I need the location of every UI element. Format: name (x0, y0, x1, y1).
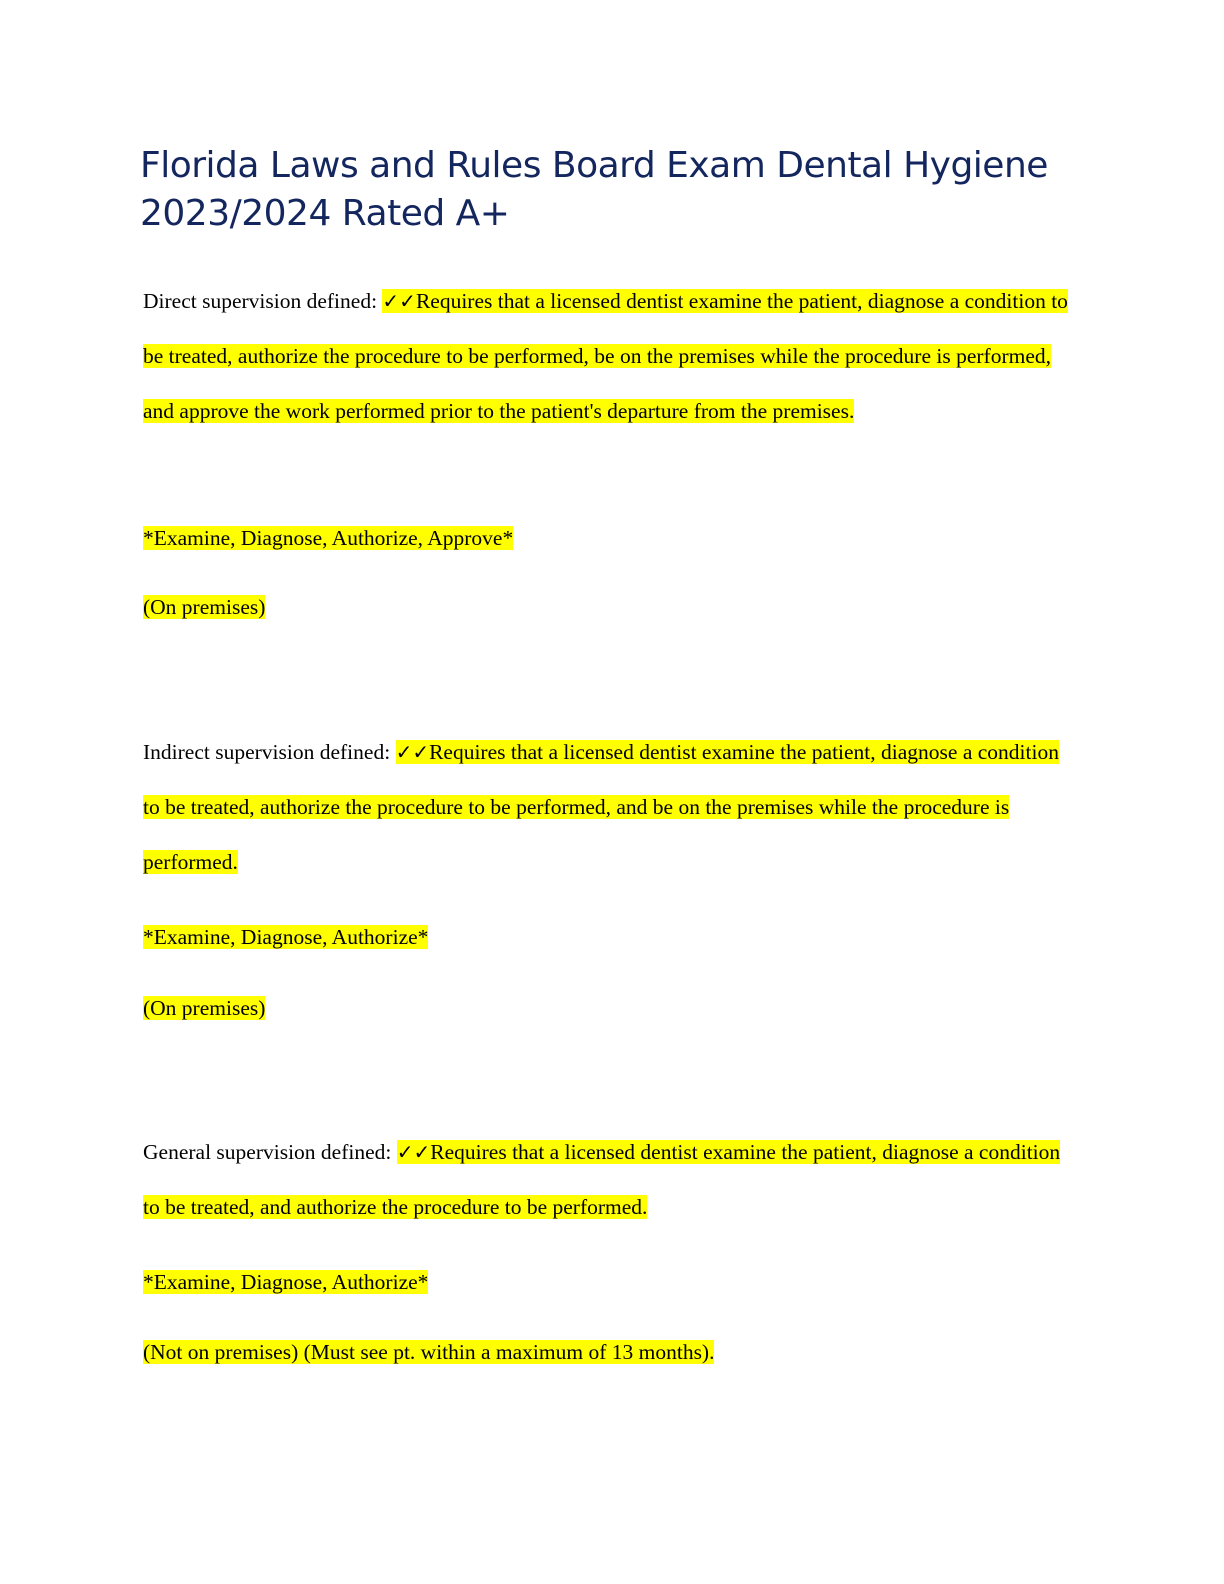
definition-direct-supervision (143, 274, 1073, 439)
note-direct-supervision (143, 592, 265, 622)
note-text: (On premises) (143, 996, 266, 1020)
note-text: (On premises) (143, 595, 266, 619)
term-label: Indirect supervision defined: (143, 740, 396, 764)
mnemonic-text: *Examine, Diagnose, Authorize, Approve* (143, 526, 514, 550)
definition-general-supervision (143, 1125, 1073, 1235)
double-checkmark-icon: ✓✓ (395, 740, 430, 764)
mnemonic-indirect-supervision (143, 922, 428, 952)
mnemonic-text: *Examine, Diagnose, Authorize* (143, 925, 429, 949)
definition-indirect-supervision (143, 725, 1073, 890)
note-indirect-supervision (143, 993, 265, 1023)
double-checkmark-icon: ✓✓ (396, 1140, 431, 1164)
term-label: General supervision defined: (143, 1140, 397, 1164)
definition-text: Requires that a licensed dentist examine the patient, diagnose a condition to be treated, authorize the procedure to be performed, and be on the premises while the procedure is performed. (143, 740, 1059, 874)
mnemonic-general-supervision (143, 1267, 428, 1297)
definition-text: Requires that a licensed dentist examine the patient, diagnose a condition to be treated, authorize the procedure to be performed, be on the premises while the procedure is performed, and approve the work performed prior to the patient's departure from the premises. (143, 289, 1068, 423)
note-text: (Not on premises) (Must see pt. within a maximum of 13 months). (143, 1340, 715, 1364)
mnemonic-direct-supervision (143, 523, 513, 553)
term-label: Direct supervision defined: (143, 289, 383, 313)
document-title: Florida Laws and Rules Board Exam Dental Hygiene 2023/2024 Rated A+ (140, 145, 1048, 234)
mnemonic-text: *Examine, Diagnose, Authorize* (143, 1270, 429, 1294)
note-general-supervision (143, 1337, 714, 1367)
double-checkmark-icon: ✓✓ (382, 289, 416, 313)
definition-text: Requires that a licensed dentist examine the patient, diagnose a condition to be treated, and authorize the procedure to be performed. (143, 1140, 1061, 1219)
